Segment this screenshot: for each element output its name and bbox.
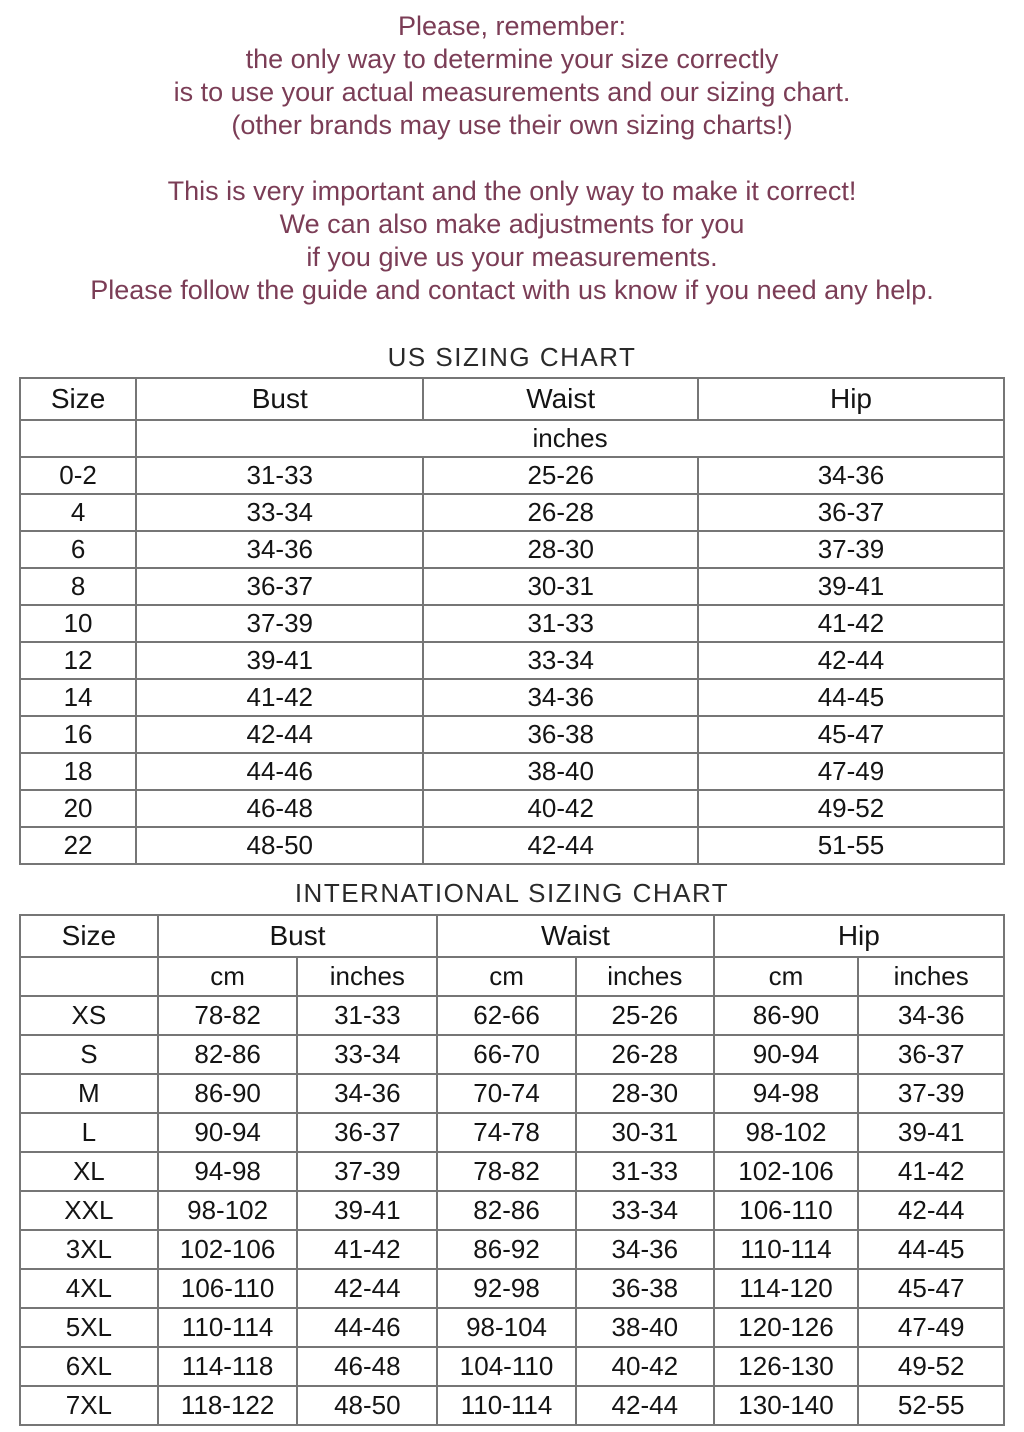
us-units-label: inches [136, 420, 1004, 457]
us-col-header-size: Size [20, 378, 136, 420]
table-row [20, 494, 1004, 531]
measurement-cell: 33-34 [297, 1035, 437, 1074]
intro-line: the only way to determine your size correctly [245, 44, 779, 74]
intro-line: We can also make adjustments for you [279, 209, 745, 239]
measurement-cell: 34-36 [297, 1074, 437, 1113]
measurement-cell: 114-120 [714, 1269, 859, 1308]
measurement-cell: 34-36 [858, 996, 1004, 1035]
measurement-cell: 114-118 [158, 1347, 298, 1386]
measurement-cell: 37-39 [698, 531, 1004, 568]
size-cell: S [20, 1035, 158, 1074]
measurement-cell: 102-106 [158, 1230, 298, 1269]
measurement-cell: 28-30 [423, 531, 698, 568]
measurement-cell: 78-82 [158, 996, 298, 1035]
table-row [20, 605, 1004, 642]
measurement-cell: 49-52 [858, 1347, 1004, 1386]
us-col-header-bust: Bust [136, 378, 423, 420]
size-cell: XXL [20, 1191, 158, 1230]
measurement-cell: 130-140 [714, 1386, 859, 1425]
us-col-header-waist: Waist [423, 378, 698, 420]
measurement-cell: 38-40 [576, 1308, 714, 1347]
table-row [20, 827, 1004, 864]
measurement-cell: 31-33 [136, 457, 423, 494]
measurement-cell: 48-50 [136, 827, 423, 864]
measurement-cell: 36-38 [576, 1269, 714, 1308]
measurement-cell: 118-122 [158, 1386, 298, 1425]
measurement-cell: 106-110 [714, 1191, 859, 1230]
measurement-cell: 36-38 [423, 716, 698, 753]
intl-sizing-table [19, 914, 1005, 1426]
intl-col-header-bust: Bust [158, 915, 437, 957]
table-row [20, 1035, 1004, 1074]
size-cell: M [20, 1074, 158, 1113]
us-chart-title: US SIZING CHART [387, 342, 637, 372]
measurement-cell: 42-44 [297, 1269, 437, 1308]
measurement-cell: 34-36 [698, 457, 1004, 494]
table-row [20, 1074, 1004, 1113]
intro-line: This is very important and the only way to make it correct! [167, 176, 857, 206]
table-row [20, 457, 1004, 494]
measurement-cell: 46-48 [297, 1347, 437, 1386]
measurement-cell: 66-70 [437, 1035, 576, 1074]
intro-line: (other brands may use their own sizing charts!) [231, 110, 793, 140]
intl-unit-waist-inches: inches [576, 957, 714, 996]
table-row [20, 1308, 1004, 1347]
us-units-empty-cell [20, 420, 136, 457]
size-cell: 4XL [20, 1269, 158, 1308]
measurement-cell: 102-106 [714, 1152, 859, 1191]
measurement-cell: 51-55 [698, 827, 1004, 864]
measurement-cell: 39-41 [136, 642, 423, 679]
measurement-cell: 39-41 [297, 1191, 437, 1230]
measurement-cell: 36-37 [858, 1035, 1004, 1074]
measurement-cell: 41-42 [297, 1230, 437, 1269]
intl-col-header-hip: Hip [714, 915, 1004, 957]
measurement-cell: 86-90 [714, 996, 859, 1035]
intl-col-header-waist: Waist [437, 915, 713, 957]
measurement-cell: 30-31 [423, 568, 698, 605]
measurement-cell: 62-66 [437, 996, 576, 1035]
size-cell: XL [20, 1152, 158, 1191]
size-cell: 22 [20, 827, 136, 864]
us-header-row [20, 378, 1004, 420]
intl-units-row [20, 957, 1004, 996]
size-cell: 12 [20, 642, 136, 679]
measurement-cell: 42-44 [698, 642, 1004, 679]
size-cell: 10 [20, 605, 136, 642]
measurement-cell: 90-94 [158, 1113, 298, 1152]
measurement-cell: 26-28 [576, 1035, 714, 1074]
measurement-cell: 34-36 [423, 679, 698, 716]
measurement-cell: 33-34 [136, 494, 423, 531]
measurement-cell: 42-44 [136, 716, 423, 753]
table-row [20, 568, 1004, 605]
measurement-cell: 36-37 [297, 1113, 437, 1152]
intl-unit-waist-cm: cm [437, 957, 576, 996]
us-units-row [20, 420, 1004, 457]
measurement-cell: 90-94 [714, 1035, 859, 1074]
size-cell: 6XL [20, 1347, 158, 1386]
measurement-cell: 31-33 [423, 605, 698, 642]
intro-text-block [0, 0, 1024, 307]
table-row [20, 642, 1004, 679]
measurement-cell: 45-47 [698, 716, 1004, 753]
size-cell: 5XL [20, 1308, 158, 1347]
table-row [20, 753, 1004, 790]
measurement-cell: 92-98 [437, 1269, 576, 1308]
measurement-cell: 36-37 [698, 494, 1004, 531]
measurement-cell: 98-104 [437, 1308, 576, 1347]
measurement-cell: 94-98 [158, 1152, 298, 1191]
measurement-cell: 30-31 [576, 1113, 714, 1152]
size-cell: 16 [20, 716, 136, 753]
measurement-cell: 44-45 [698, 679, 1004, 716]
measurement-cell: 40-42 [423, 790, 698, 827]
size-cell: 18 [20, 753, 136, 790]
table-row [20, 1269, 1004, 1308]
measurement-cell: 41-42 [698, 605, 1004, 642]
table-row [20, 1386, 1004, 1425]
measurement-cell: 25-26 [576, 996, 714, 1035]
measurement-cell: 28-30 [576, 1074, 714, 1113]
measurement-cell: 46-48 [136, 790, 423, 827]
intro-line: Please, remember: [397, 11, 627, 41]
measurement-cell: 78-82 [437, 1152, 576, 1191]
intl-col-header-size: Size [20, 915, 158, 957]
measurement-cell: 33-34 [423, 642, 698, 679]
size-cell: 8 [20, 568, 136, 605]
measurement-cell: 48-50 [297, 1386, 437, 1425]
table-row [20, 679, 1004, 716]
measurement-cell: 52-55 [858, 1386, 1004, 1425]
intl-unit-bust-inches: inches [297, 957, 437, 996]
measurement-cell: 126-130 [714, 1347, 859, 1386]
measurement-cell: 34-36 [136, 531, 423, 568]
table-row [20, 716, 1004, 753]
intl-units-empty-cell [20, 957, 158, 996]
measurement-cell: 110-114 [714, 1230, 859, 1269]
table-row [20, 1191, 1004, 1230]
measurement-cell: 98-102 [714, 1113, 859, 1152]
intro-text-block-2 [0, 175, 1024, 307]
size-cell: 7XL [20, 1386, 158, 1425]
measurement-cell: 42-44 [576, 1386, 714, 1425]
measurement-cell: 45-47 [858, 1269, 1004, 1308]
measurement-cell: 106-110 [158, 1269, 298, 1308]
intl-unit-hip-cm: cm [714, 957, 859, 996]
table-row [20, 790, 1004, 827]
table-row [20, 996, 1004, 1035]
size-cell: XS [20, 996, 158, 1035]
measurement-cell: 40-42 [576, 1347, 714, 1386]
measurement-cell: 104-110 [437, 1347, 576, 1386]
size-cell: 20 [20, 790, 136, 827]
measurement-cell: 33-34 [576, 1191, 714, 1230]
measurement-cell: 86-92 [437, 1230, 576, 1269]
measurement-cell: 70-74 [437, 1074, 576, 1113]
measurement-cell: 44-46 [136, 753, 423, 790]
measurement-cell: 47-49 [698, 753, 1004, 790]
measurement-cell: 42-44 [858, 1191, 1004, 1230]
measurement-cell: 82-86 [158, 1035, 298, 1074]
measurement-cell: 31-33 [576, 1152, 714, 1191]
us-sizing-table [19, 377, 1005, 865]
measurement-cell: 110-114 [437, 1386, 576, 1425]
us-col-header-hip: Hip [698, 378, 1004, 420]
measurement-cell: 41-42 [136, 679, 423, 716]
size-cell: 4 [20, 494, 136, 531]
measurement-cell: 39-41 [698, 568, 1004, 605]
measurement-cell: 41-42 [858, 1152, 1004, 1191]
measurement-cell: 47-49 [858, 1308, 1004, 1347]
intro-line: Please follow the guide and contact with us know if you need any help. [90, 275, 934, 305]
size-cell: L [20, 1113, 158, 1152]
table-row [20, 531, 1004, 568]
measurement-cell: 74-78 [437, 1113, 576, 1152]
size-cell: 3XL [20, 1230, 158, 1269]
measurement-cell: 37-39 [858, 1074, 1004, 1113]
measurement-cell: 37-39 [136, 605, 423, 642]
intl-unit-hip-inches: inches [858, 957, 1004, 996]
intro-line: if you give us your measurements. [306, 242, 718, 272]
intl-unit-bust-cm: cm [158, 957, 298, 996]
size-cell: 14 [20, 679, 136, 716]
measurement-cell: 42-44 [423, 827, 698, 864]
intro-line: is to use your actual measurements and our sizing chart. [173, 77, 851, 107]
measurement-cell: 38-40 [423, 753, 698, 790]
measurement-cell: 31-33 [297, 996, 437, 1035]
intl-header-row [20, 915, 1004, 957]
measurement-cell: 44-45 [858, 1230, 1004, 1269]
table-row [20, 1230, 1004, 1269]
measurement-cell: 44-46 [297, 1308, 437, 1347]
measurement-cell: 37-39 [297, 1152, 437, 1191]
measurement-cell: 36-37 [136, 568, 423, 605]
measurement-cell: 39-41 [858, 1113, 1004, 1152]
measurement-cell: 94-98 [714, 1074, 859, 1113]
table-row [20, 1113, 1004, 1152]
measurement-cell: 110-114 [158, 1308, 298, 1347]
measurement-cell: 98-102 [158, 1191, 298, 1230]
table-row [20, 1152, 1004, 1191]
measurement-cell: 25-26 [423, 457, 698, 494]
measurement-cell: 26-28 [423, 494, 698, 531]
measurement-cell: 34-36 [576, 1230, 714, 1269]
measurement-cell: 120-126 [714, 1308, 859, 1347]
measurement-cell: 86-90 [158, 1074, 298, 1113]
measurement-cell: 82-86 [437, 1191, 576, 1230]
size-cell: 0-2 [20, 457, 136, 494]
measurement-cell: 49-52 [698, 790, 1004, 827]
intl-chart-title: INTERNATIONAL SIZING CHART [294, 878, 730, 908]
size-cell: 6 [20, 531, 136, 568]
table-row [20, 1347, 1004, 1386]
